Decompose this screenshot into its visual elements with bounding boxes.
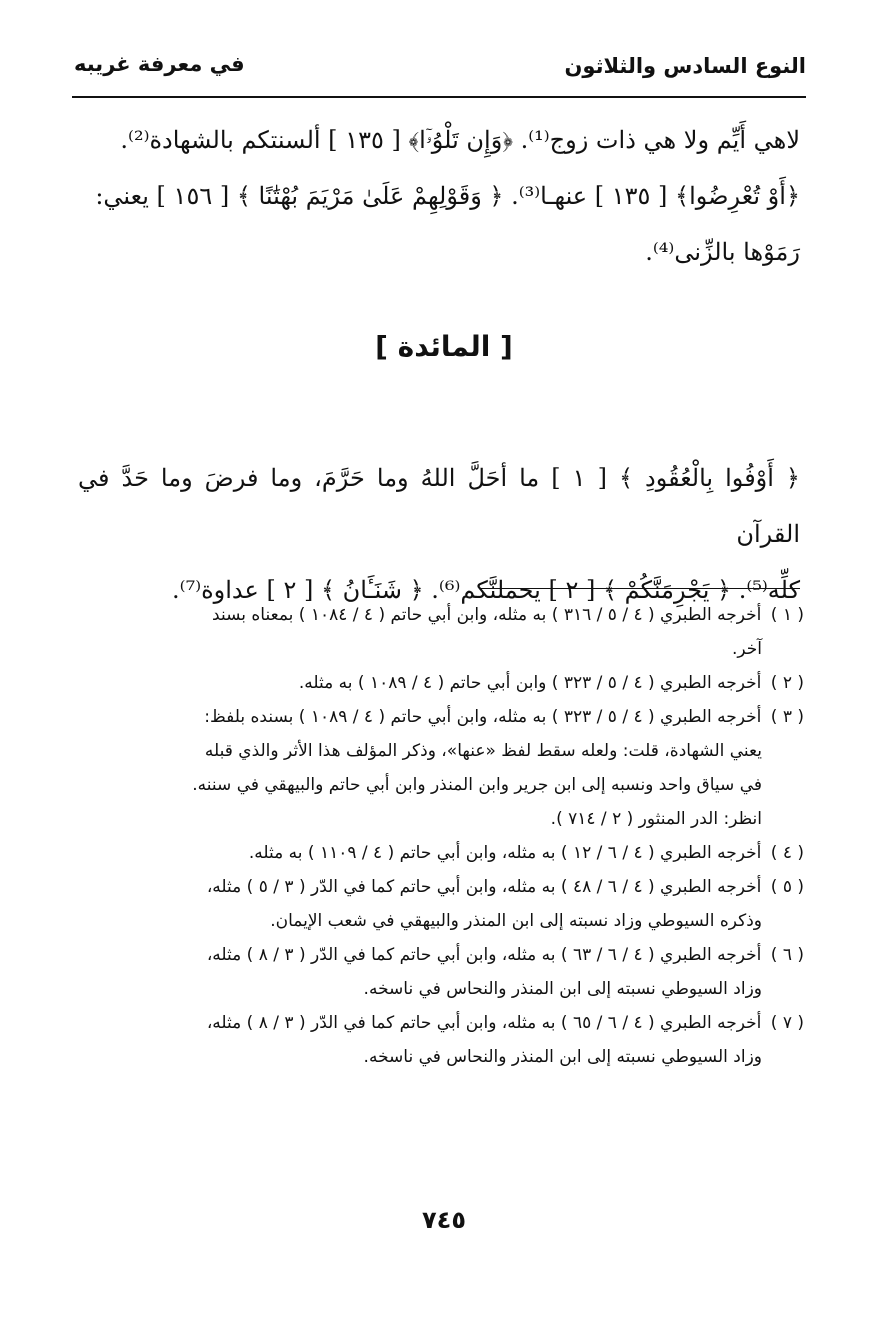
footnote-text: أخرجه الطبري ( ٤ / ٦ / ٦٣ ) به مثله، وابن أبي حاتم كما في الدّر ( ٣ / ٨ ) مثله،: [206, 945, 762, 965]
footnote-continuation: آخر.: [731, 639, 762, 659]
footnote-continuation: وذكره السيوطي وزاد نسبته إلى ابن المنذر والبيهقي في شعب الإيمان.: [270, 911, 762, 931]
footnote-text: أخرجه الطبري ( ٤ / ٥ / ٣١٦ ) به مثله، وابن أبي حاتم ( ٤ / ١٠٨٤ ) بمعناه بسند: [212, 605, 762, 625]
footnote-number: ( ٢ ): [770, 673, 804, 693]
footnote-number: ( ١ ): [770, 605, 804, 625]
footnote: [78, 666, 804, 700]
chapter-title: النوع السادس والثلاثون: [564, 54, 806, 78]
footnote-number: ( ٥ ): [770, 877, 804, 897]
footnote-continuation: في سياق واحد ونسبه إلى ابن جرير وابن المنذر وابن أبي حاتم والبيهقي في سننه.: [192, 775, 762, 795]
footnote-continuation: انظر: الدر المنثور ( ٢ / ٧١٤ ).: [550, 809, 762, 829]
section-title: في معرفة غريبه: [74, 52, 245, 76]
footnote-text: أخرجه الطبري ( ٤ / ٦ / ٦٥ ) به مثله، وابن أبي حاتم كما في الدّر ( ٣ / ٨ ) مثله،: [206, 1013, 762, 1033]
paragraph-line: لاهي أَيِّم ولا هي ذات زوج⁽¹⁾. ﴿وَإِن تَلْوُۥٓا﴾ [ ١٣٥ ] ألسنتكم بالشهادة⁽²⁾.: [120, 126, 800, 154]
footnote: [78, 598, 804, 666]
paragraph-line: رَمَوْها بالزِّنى⁽⁴⁾.: [645, 238, 800, 266]
paragraph-line: ﴿أَوْ تُعْرِضُوا﴾ [ ١٣٥ ] عنهـا⁽³⁾. ﴿ وَقَوْلِهِمْ عَلَىٰ مَرْيَمَ بُهْتَٰنًا ﴾ [ ١٥٦ ] يعني:: [95, 182, 800, 210]
footnote-text: أخرجه الطبري ( ٤ / ٦ / ٤٨ ) به مثله، وابن أبي حاتم كما في الدّر ( ٣ / ٥ ) مثله،: [206, 877, 762, 897]
page-number: ٧٤٥: [422, 1206, 466, 1234]
footnote-continuation: يعني الشهادة، قلت: ولعله سقط لفظ «عنها»، وذكر المؤلف هذا الأثر والذي قبله: [204, 741, 762, 761]
footnote-continuation: وزاد السيوطي نسبته إلى ابن المنذر والنحاس في ناسخه.: [363, 979, 762, 999]
footnote-text: أخرجه الطبري ( ٤ / ٥ / ٣٢٣ ) به مثله، وابن أبي حاتم ( ٤ / ١٠٨٩ ) بسنده بلفظ:: [204, 707, 762, 727]
footnote: [78, 700, 804, 836]
footnote-text: أخرجه الطبري ( ٤ / ٥ / ٣٢٣ ) وابن أبي حاتم ( ٤ / ١٠٨٩ ) به مثله.: [298, 673, 762, 693]
paragraph-nisa: [78, 112, 800, 280]
footnote: [78, 870, 804, 938]
surah-heading: [ المائدة ]: [375, 330, 513, 363]
footnote-number: ( ٤ ): [770, 843, 804, 863]
footnote-number: ( ٧ ): [770, 1013, 804, 1033]
footnote-text: أخرجه الطبري ( ٤ / ٦ / ١٢ ) به مثله، وابن أبي حاتم ( ٤ / ١١٠٩ ) به مثله.: [248, 843, 762, 863]
footnote-continuation: وزاد السيوطي نسبته إلى ابن المنذر والنحاس في ناسخه.: [363, 1047, 762, 1067]
paragraph-line: ﴿ أَوْفُوا بِالْعُقُودِ ﴾ [ ١ ] ما أحَلَّ اللهُ وما حَرَّمَ، وما فرضَ وما حَدَّ في القرآن: [78, 464, 800, 548]
footnotes: [78, 598, 804, 1074]
footnote: [78, 836, 804, 870]
footnote: [78, 1006, 804, 1074]
footnote: [78, 938, 804, 1006]
running-header: [72, 44, 806, 98]
paragraph-maida: [78, 450, 800, 618]
paragraph-line: كلِّه⁽⁵⁾. ﴿ يَجْرِمَنَّكُمْ ﴾ [ ٢ ] يحملنَّكم⁽⁶⁾. ﴿ شَنَـَٔانُ ﴾ [ ٢ ] عداوة⁽⁷⁾.: [172, 576, 800, 604]
footnote-separator: [480, 588, 800, 589]
footnote-number: ( ٦ ): [770, 945, 804, 965]
footnote-number: ( ٣ ): [770, 707, 804, 727]
